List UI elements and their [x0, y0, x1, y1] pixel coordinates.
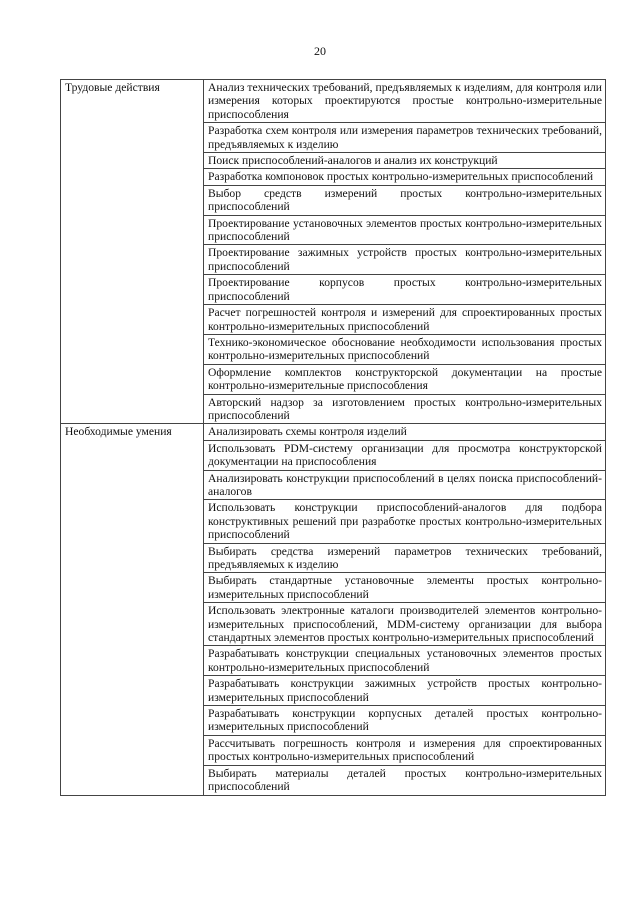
- category-cell: Трудовые действия: [61, 80, 204, 424]
- item-cell: Использовать конструкции приспособлений-аналогов для подбора конструктивных решений при разработке простых контрольно-измерительных приспособлений: [204, 500, 606, 543]
- item-cell: Выбирать стандартные установочные элементы простых контрольно-измерительных приспособлений: [204, 573, 606, 603]
- table-row: [61, 80, 606, 123]
- item-cell: Проектирование зажимных устройств простых контрольно-измерительных приспособлений: [204, 245, 606, 275]
- item-cell: Поиск приспособлений-аналогов и анализ их конструкций: [204, 153, 606, 169]
- item-cell: Авторский надзор за изготовлением простых контрольно-измерительных приспособлений: [204, 394, 606, 424]
- item-cell: Анализировать конструкции приспособлений в целях поиска приспособлений-аналогов: [204, 470, 606, 500]
- item-cell: Анализ технических требований, предъявляемых к изделиям, для контроля или измерения которых проектируются простые контрольно-измерительные приспособления: [204, 80, 606, 123]
- item-cell: Разрабатывать конструкции корпусных деталей простых контрольно-измерительных приспособлений: [204, 706, 606, 736]
- item-cell: Использовать PDM-систему организации для просмотра конструкторской документации на приспособления: [204, 440, 606, 470]
- item-cell: Использовать электронные каталоги производителей элементов контрольно-измерительных приспособлений, MDM-систему организации для выбора стандартных элементов простых контрольно-измерительных приспособлений: [204, 603, 606, 646]
- item-cell: Выбор средств измерений простых контрольно-измерительных приспособлений: [204, 185, 606, 215]
- item-cell: Разработка схем контроля или измерения параметров технических требований, предъявляемых к изделию: [204, 123, 606, 153]
- page-number: 20: [314, 44, 326, 58]
- qualification-table: [60, 79, 606, 796]
- item-cell: Оформление комплектов конструкторской документации на простые контрольно-измерительные приспособления: [204, 364, 606, 394]
- item-cell: Разработка компоновок простых контрольно-измерительных приспособлений: [204, 169, 606, 185]
- item-cell: Расчет погрешностей контроля и измерений для спроектированных простых контрольно-измерительных приспособлений: [204, 305, 606, 335]
- category-cell: Необходимые умения: [61, 424, 204, 795]
- item-cell: Анализировать схемы контроля изделий: [204, 424, 606, 440]
- table-row: [61, 424, 606, 440]
- item-cell: Выбирать материалы деталей простых контрольно-измерительных приспособлений: [204, 765, 606, 795]
- table-body: [61, 80, 606, 796]
- item-cell: Разрабатывать конструкции зажимных устройств простых контрольно-измерительных приспособлений: [204, 676, 606, 706]
- item-cell: Рассчитывать погрешность контроля и измерения для спроектированных простых контрольно-измерительных приспособлений: [204, 735, 606, 765]
- item-cell: Проектирование установочных элементов простых контрольно-измерительных приспособлений: [204, 215, 606, 245]
- item-cell: Проектирование корпусов простых контрольно-измерительных приспособлений: [204, 275, 606, 305]
- item-cell: Разрабатывать конструкции специальных установочных элементов простых контрольно-измерительных приспособлений: [204, 646, 606, 676]
- item-cell: Технико-экономическое обоснование необходимости использования простых контрольно-измерительных приспособлений: [204, 334, 606, 364]
- item-cell: Выбирать средства измерений параметров технических требований, предъявляемых к изделию: [204, 543, 606, 573]
